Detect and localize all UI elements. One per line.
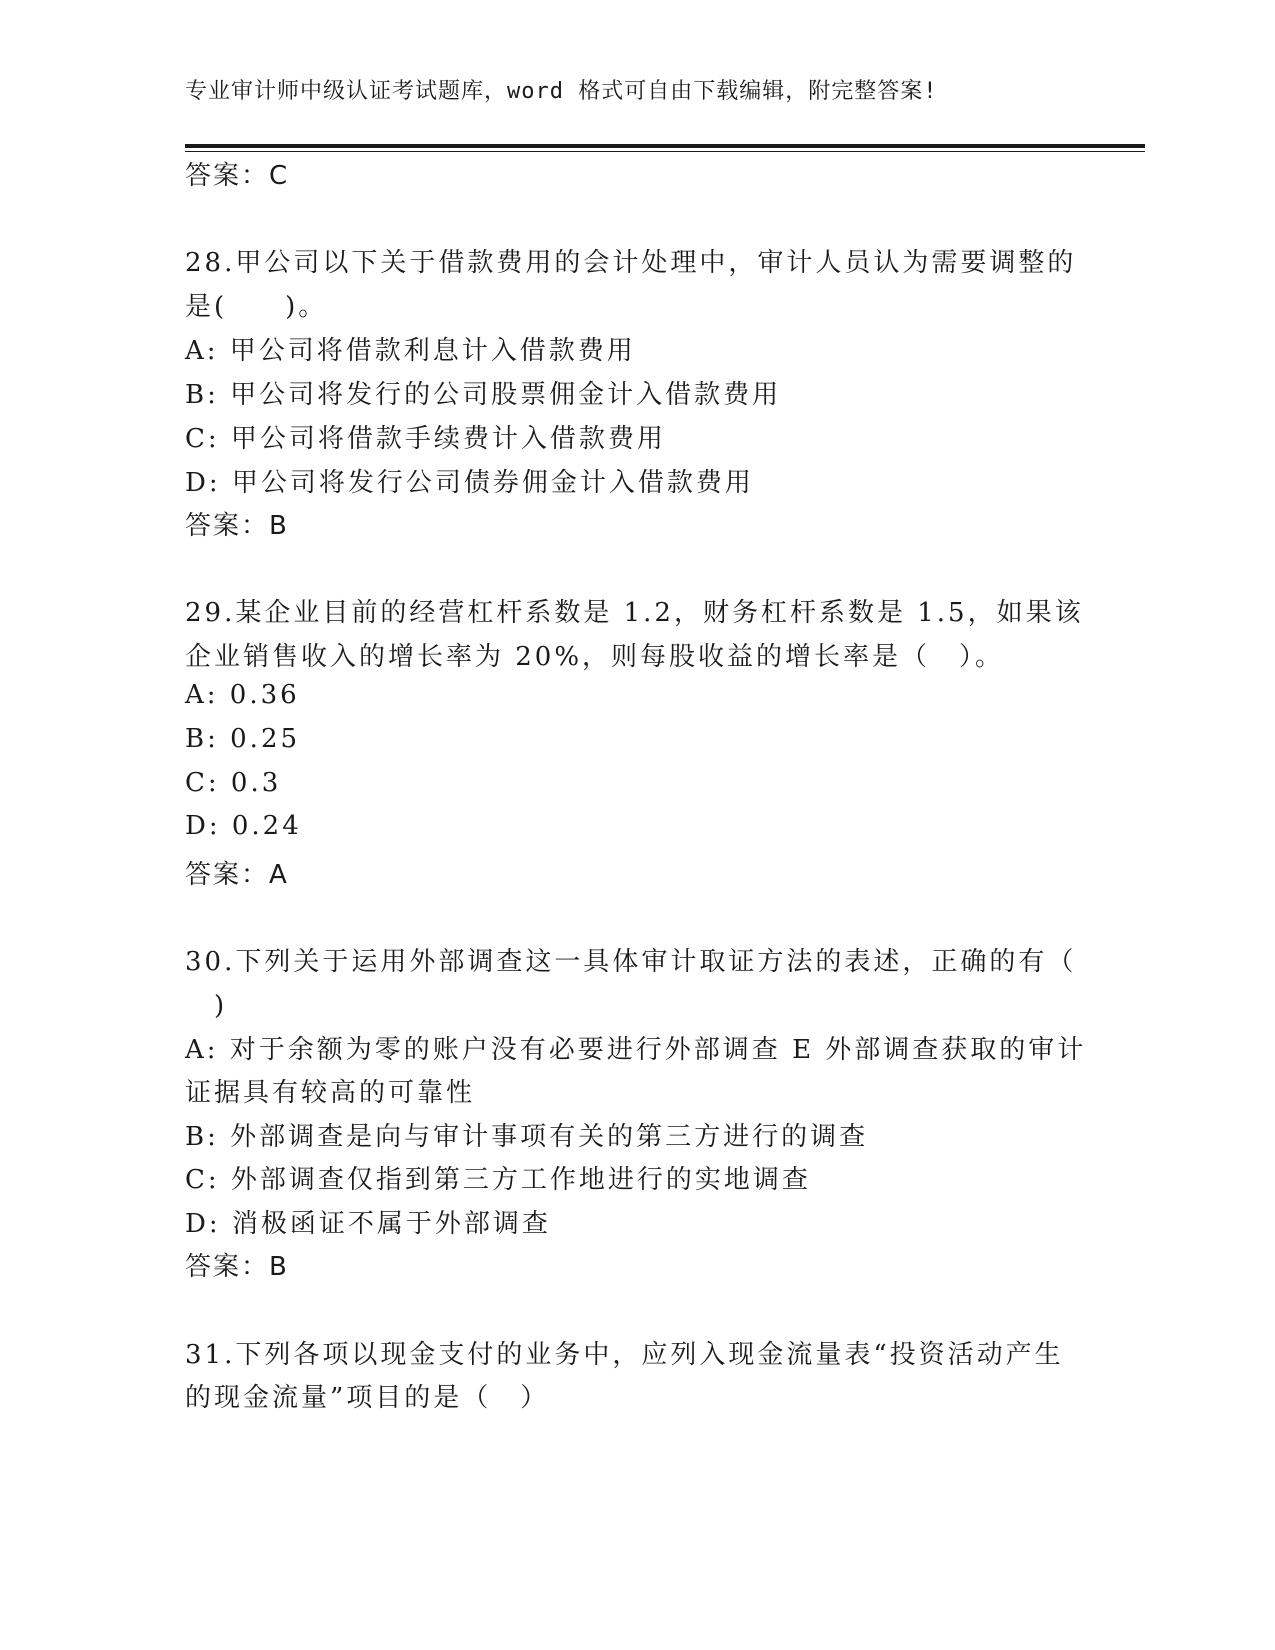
q28-answer: 答案：B: [185, 511, 289, 541]
q30-stem-line2: ): [185, 991, 228, 1021]
header-divider-thick: [185, 144, 1145, 148]
q28-option-d: D: 甲公司将发行公司债券佣金计入借款费用: [185, 468, 754, 498]
q30-option-d: D: 消极函证不属于外部调查: [185, 1209, 551, 1239]
q29-stem-line1: 29.某企业目前的经营杠杆系数是 1.2，财务杠杆系数是 1.5，如果该: [185, 598, 1084, 628]
q29-option-c: C: 0.3: [185, 768, 282, 798]
q30-answer: 答案：B: [185, 1252, 289, 1282]
q30-option-a-line1: A: 对于余额为零的账户没有必要进行外部调查 E 外部调查获取的审计: [185, 1035, 1087, 1065]
previous-answer: 答案：C: [185, 161, 290, 191]
q29-answer: 答案：A: [185, 860, 289, 890]
q29-stem-line2: 企业销售收入的增长率为 20%，则每股收益的增长率是（ ）。: [185, 642, 1005, 672]
q28-option-a: A: 甲公司将借款利息计入借款费用: [185, 336, 636, 366]
header-divider-thin: [185, 151, 1145, 152]
page-header-title: 专业审计师中级认证考试题库，word 格式可自由下载编辑，附完整答案!: [185, 79, 938, 104]
q31-stem-line1: 31.下列各项以现金支付的业务中，应列入现金流量表“投资活动产生: [185, 1340, 1064, 1370]
q30-option-c: C: 外部调查仅指到第三方工作地进行的实地调查: [185, 1165, 811, 1195]
q30-option-b: B: 外部调查是向与审计事项有关的第三方进行的调查: [185, 1122, 869, 1152]
q30-option-a-line2: 证据具有较高的可靠性: [185, 1078, 476, 1108]
q29-option-a: A: 0.36: [185, 680, 300, 710]
q29-option-d: D: 0.24: [185, 811, 302, 841]
q29-option-b: B: 0.25: [185, 724, 301, 754]
q30-stem-line1: 30.下列关于运用外部调查这一具体审计取证方法的表述，正确的有（: [185, 947, 1077, 977]
q28-option-b: B: 甲公司将发行的公司股票佣金计入借款费用: [185, 380, 782, 410]
q28-stem-line1: 28.甲公司以下关于借款费用的会计处理中，审计人员认为需要调整的: [185, 248, 1077, 278]
q31-stem-line2: 的现金流量”项目的是（ ）: [185, 1383, 550, 1413]
q28-stem-line2: 是( )。: [185, 292, 328, 322]
q28-option-c: C: 甲公司将借款手续费计入借款费用: [185, 424, 666, 454]
